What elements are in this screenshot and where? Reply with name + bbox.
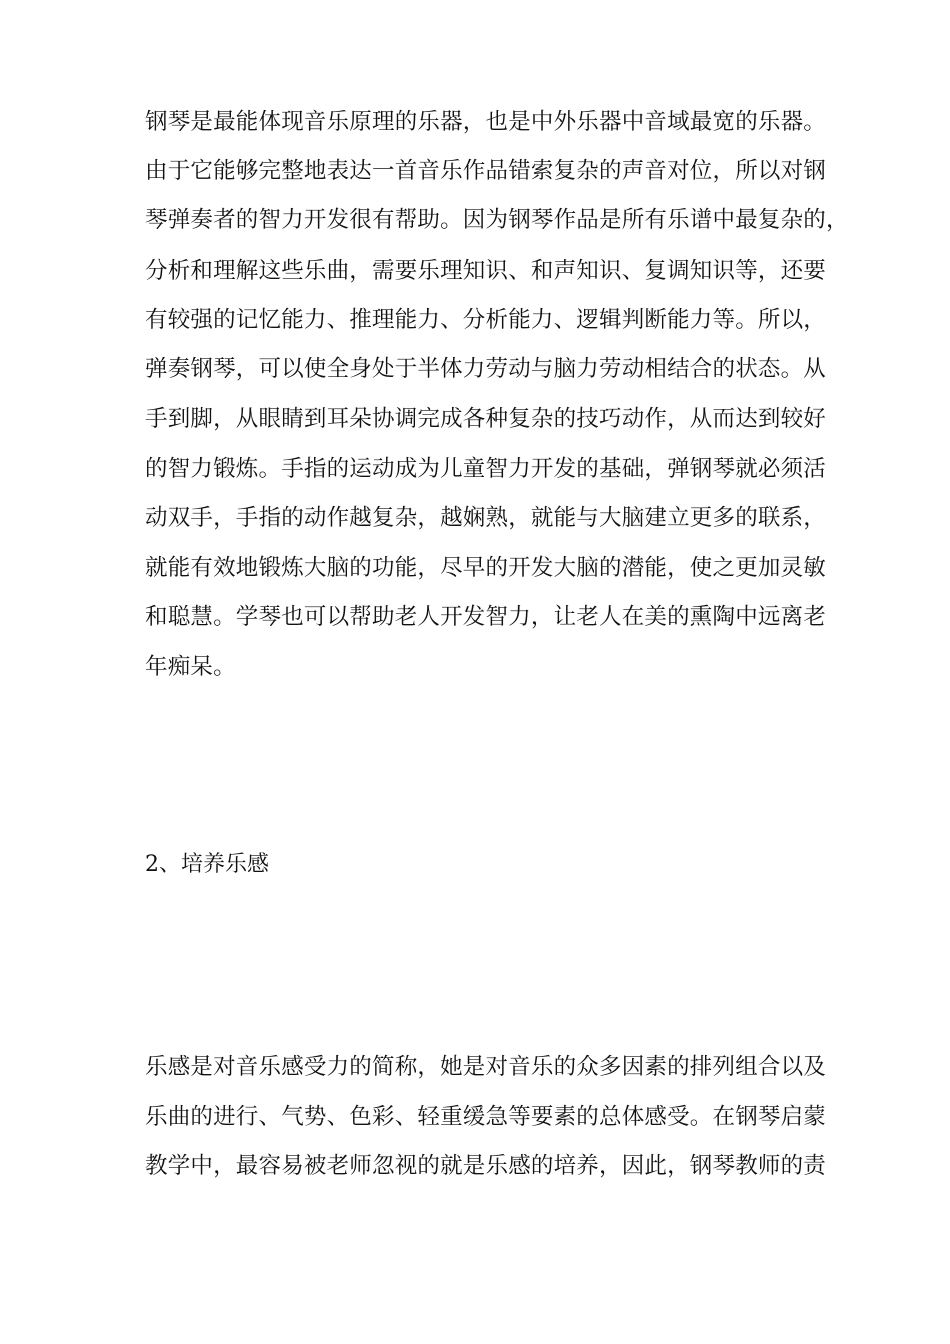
paragraph1-line-5: 有较强的记忆能力、推理能力、分析能力、逻辑判断能力等。所以， bbox=[145, 307, 827, 333]
paragraph1-line-7: 手到脚，从眼睛到耳朵协调完成各种复杂的技巧动作，从而达到较好 bbox=[145, 406, 827, 432]
paragraph2-line-2: 乐曲的进行、气势、色彩、轻重缓急等要素的总体感受。在钢琴启蒙 bbox=[145, 1104, 827, 1130]
paragraph1-line-10: 就能有效地锻炼大脑的功能，尽早的开发大脑的潜能，使之更加灵敏 bbox=[145, 555, 827, 581]
paragraph2-line-3: 教学中，最容易被老师忽视的就是乐感的培养，因此，钢琴教师的责 bbox=[145, 1153, 827, 1179]
paragraph1-line-6: 弹奏钢琴，可以使全身处于半体力劳动与脑力劳动相结合的状态。从 bbox=[145, 356, 827, 382]
paragraph1-line-2: 由于它能够完整地表达一首音乐作品错索复杂的声音对位，所以对钢 bbox=[145, 158, 827, 184]
section-heading: 2、培养乐感 bbox=[145, 852, 269, 877]
paragraph2-line-1: 乐感是对音乐感受力的简称，她是对音乐的众多因素的排列组合以及 bbox=[145, 1054, 827, 1080]
paragraph1-line-4: 分析和理解这些乐曲，需要乐理知识、和声知识、复调知识等，还要 bbox=[145, 258, 827, 284]
paragraph1-line-1: 钢琴是最能体现音乐原理的乐器，也是中外乐器中音域最宽的乐器。 bbox=[145, 109, 827, 135]
paragraph1-line-9: 动双手，手指的动作越复杂，越娴熟，就能与大脑建立更多的联系， bbox=[145, 505, 827, 531]
paragraph1-line-12: 年痴呆。 bbox=[145, 654, 236, 680]
paragraph1-line-11: 和聪慧。学琴也可以帮助老人开发智力，让老人在美的熏陶中远离老 bbox=[145, 604, 827, 630]
paragraph1-line-8: 的智力锻炼。手指的运动成为儿童智力开发的基础，弹钢琴就必须活 bbox=[145, 456, 827, 482]
paragraph1-line-3: 琴弹奏者的智力开发很有帮助。因为钢琴作品是所有乐谱中最复杂的， bbox=[145, 207, 849, 233]
